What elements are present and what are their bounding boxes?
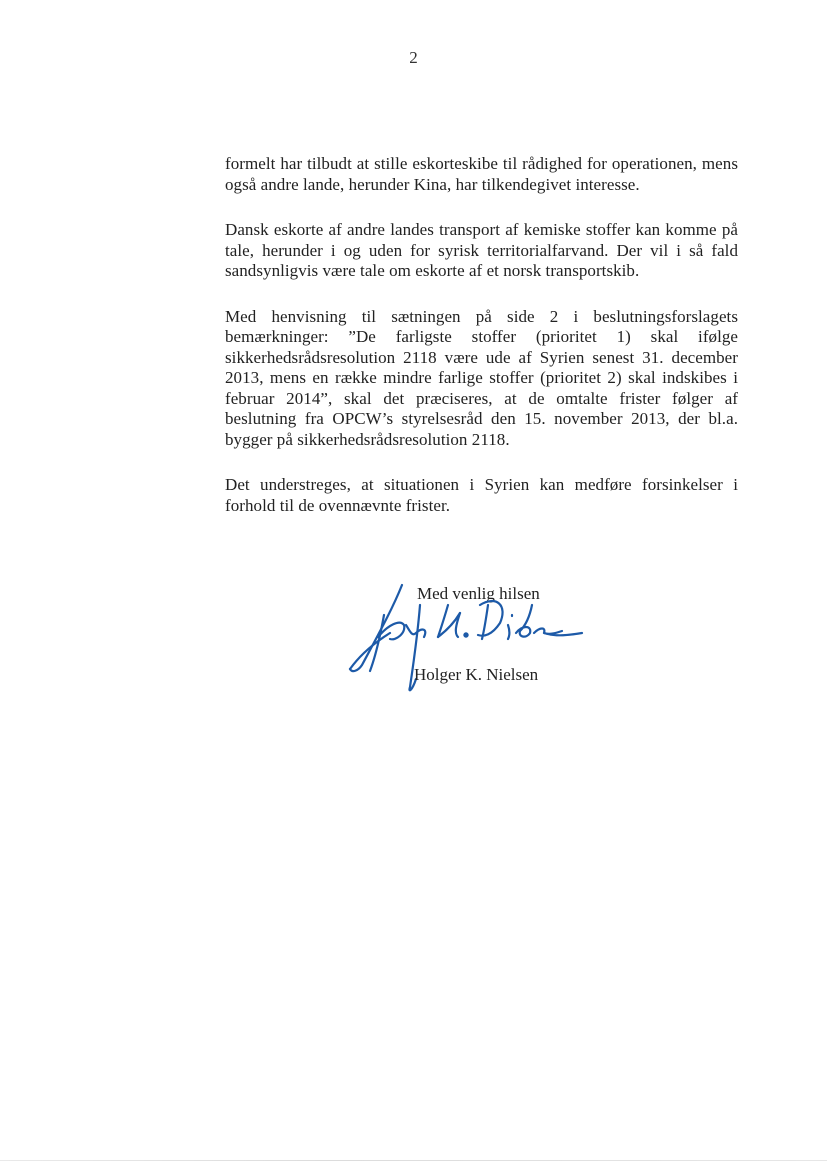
letter-body: [225, 154, 738, 541]
paragraph-delays: Det understreges, at situationen i Syrien kan medføre forsinkelser i forhold til de ovennævnte frister.: [225, 475, 738, 515]
paragraph-escort-offers: formelt har tilbudt at stille eskorteskibe til rådighed for operationen, mens også andre lande, herunder Kina, har tilkendegivet interesse.: [225, 154, 738, 194]
paragraph-danish-escort: Dansk eskorte af andre landes transport af kemiske stoffer kan komme på tale, herunder i og uden for syrisk territorialfarvand. Der vil i så fald sandsynligvis være tale om eskorte af et norsk transportskib.: [225, 220, 738, 280]
paragraph-deadlines: Med henvisning til sætningen på side 2 i beslutningsforslagets bemærkninger: ”De farligste stoffer (prioritet 1) skal ifølge sikkerhedsrådsresolution 2118 være ude af Syrien senest 31. december 2013, mens en række mindre farlige stoffer (prioritet 2) skal indskibes i februar 2014”, skal det præciseres, at de omtalte frister følger af beslutning fra OPCW’s styrelsesråd den 15. november 2013, der bl.a. bygger på sikkerhedsrådsresolution 2118.: [225, 306, 738, 449]
scan-edge-divider: [0, 1160, 827, 1161]
signer-name: Holger K. Nielsen: [414, 665, 539, 684]
page-number: 2: [409, 48, 418, 67]
closing-salutation: Med venlig hilsen: [417, 584, 540, 603]
